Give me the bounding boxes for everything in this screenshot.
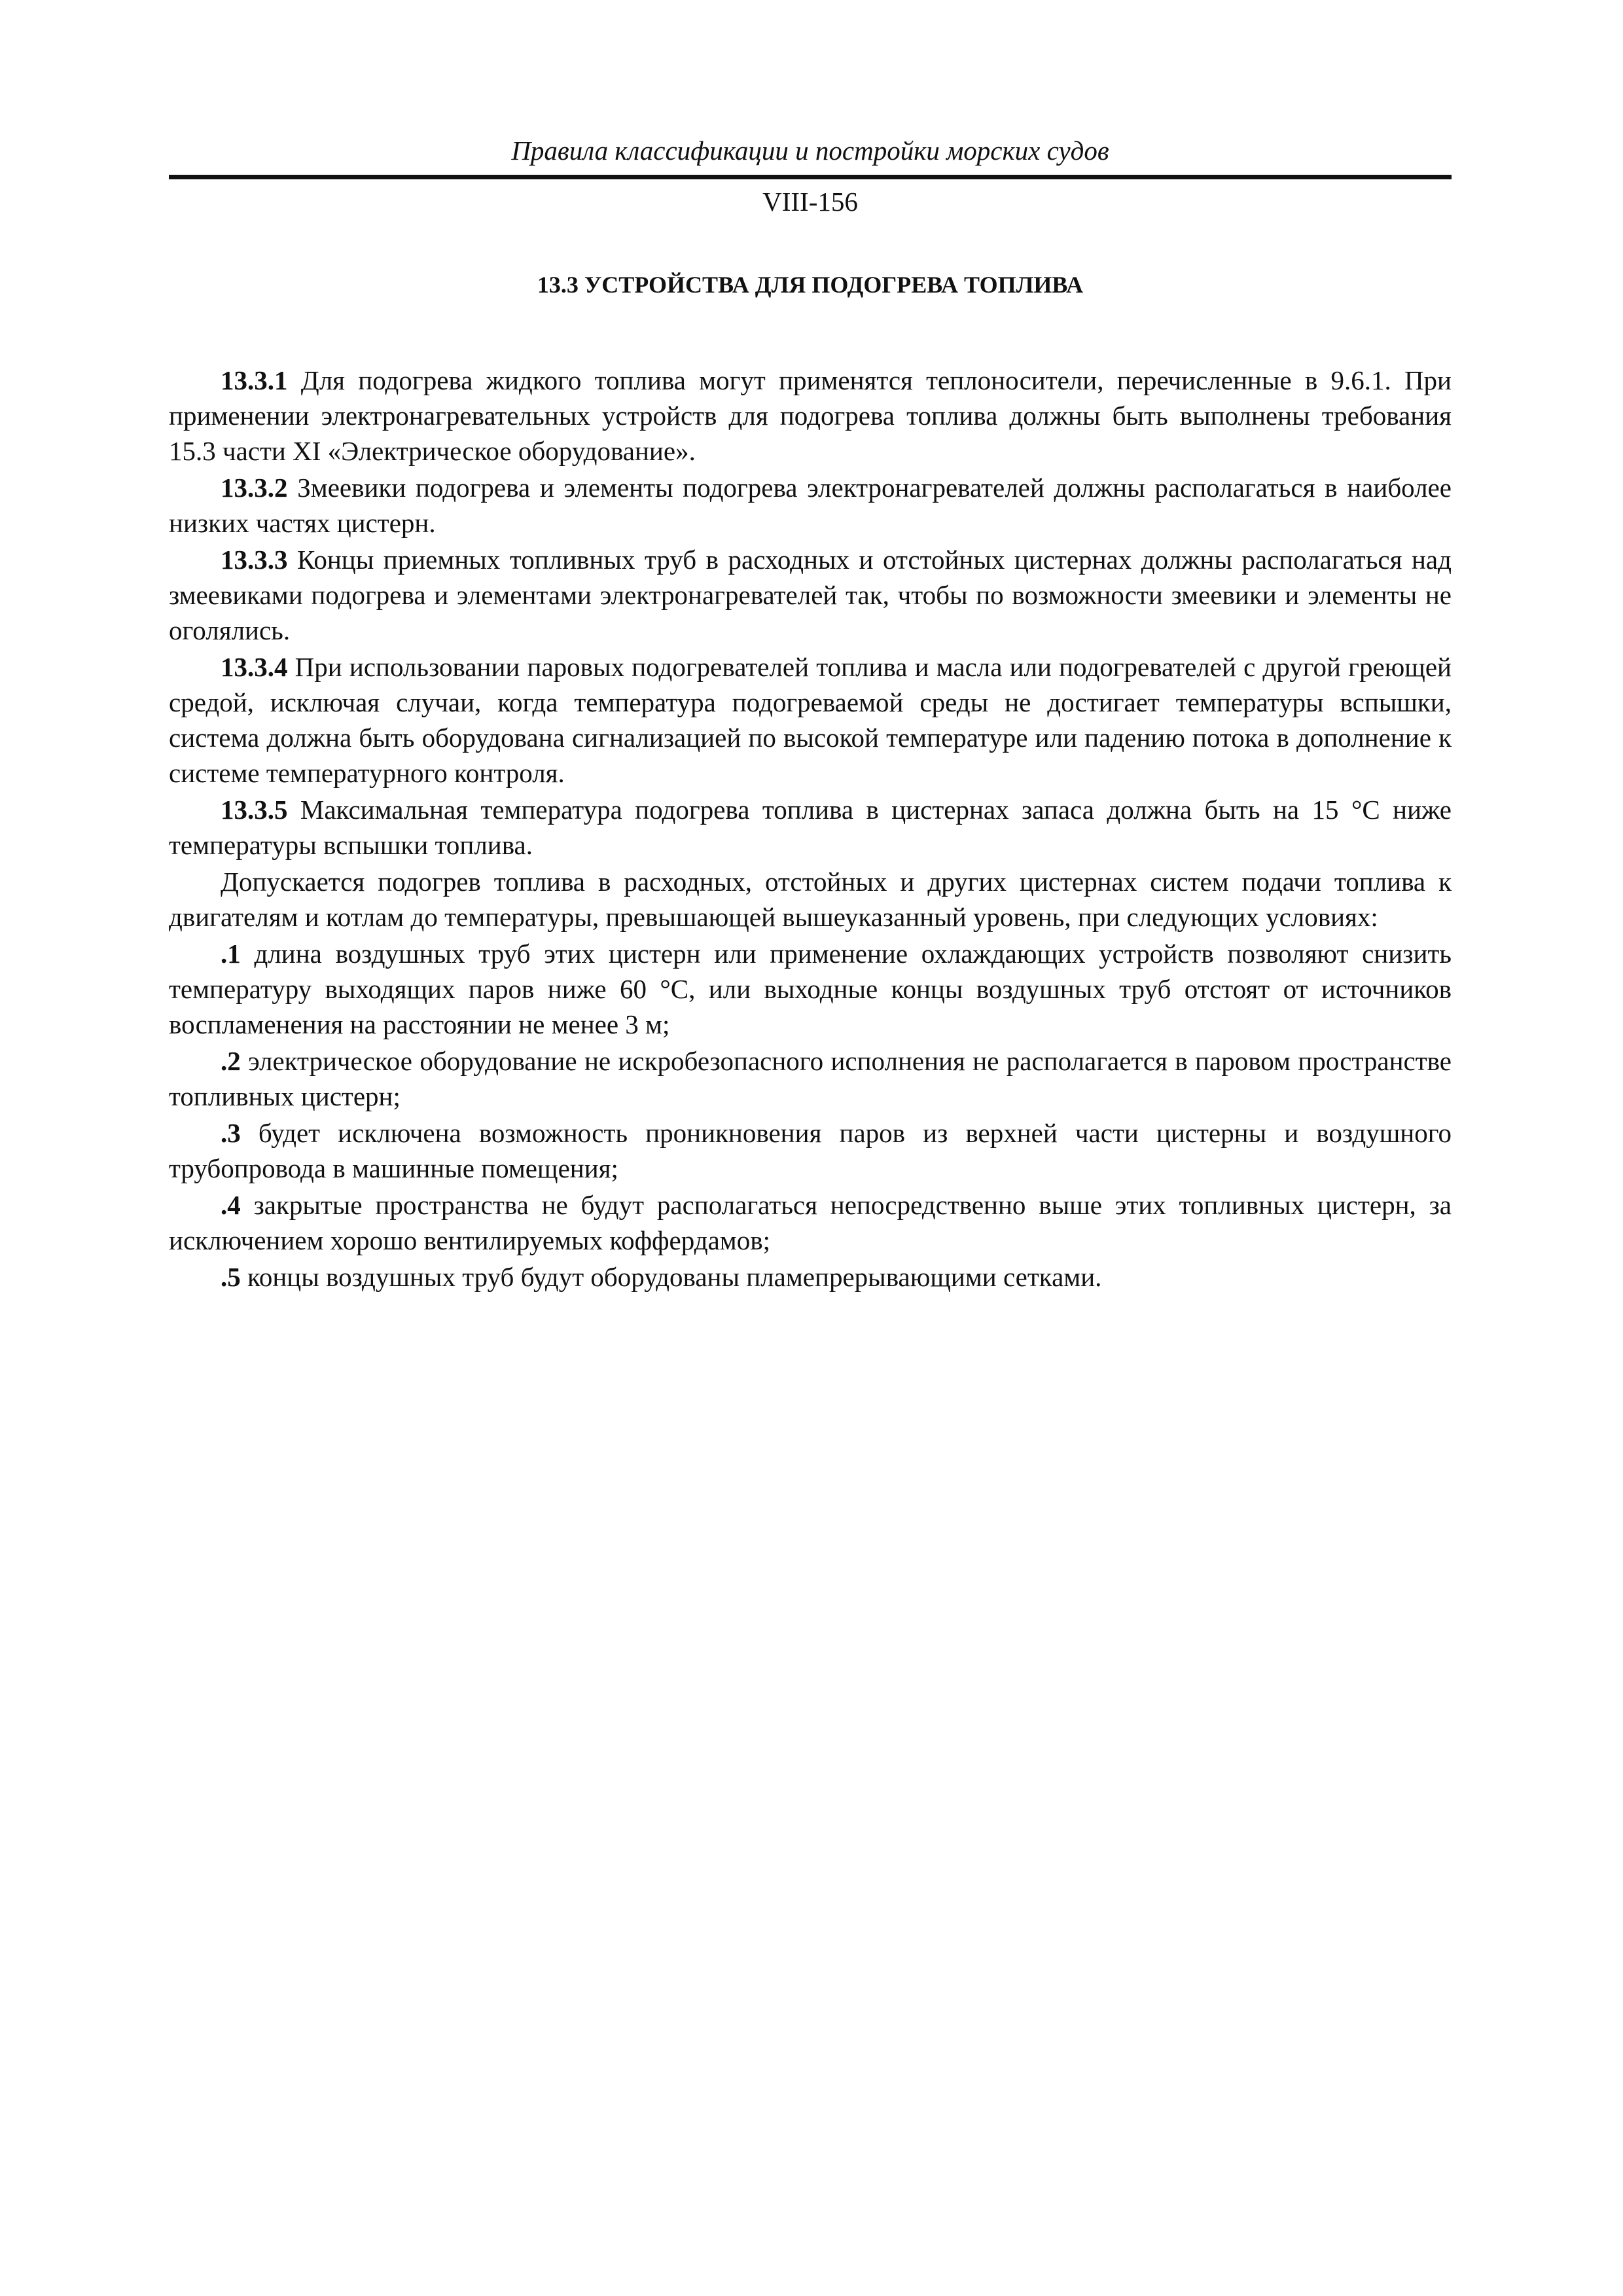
paragraph-text: Змеевики подогрева и элементы подогрева электронагревателей должны располагаться в наиболее низких частях цистерн. xyxy=(169,473,1452,538)
item-text: электрическое оборудование не искробезопасного исполнения не располагается в паровом пространстве топливных цистерн; xyxy=(169,1046,1452,1111)
list-item-5 xyxy=(169,1259,1452,1295)
paragraph-13-3-1 xyxy=(169,363,1452,469)
paragraph-text: Для подогрева жидкого топлива могут применятся теплоносители, перечисленные в 9.6.1. При применении электронагревательных устройств для подогрева топлива должны быть выполнены требования 15.3 части XI «Электрическое оборудование». xyxy=(169,365,1452,466)
list-item-1 xyxy=(169,936,1452,1042)
item-number: .3 xyxy=(221,1118,241,1148)
page-number: VIII-156 xyxy=(762,187,858,217)
paragraph-13-3-2 xyxy=(169,470,1452,541)
paragraph-conditions-intro xyxy=(169,864,1452,935)
clause-number: 13.3.2 xyxy=(221,473,288,503)
clause-number: 13.3.4 xyxy=(221,652,288,682)
paragraph-text: Допускается подогрев топлива в расходных, отстойных и других цистернах систем подачи топлива к двигателям и котлам до температуры, превышающей вышеуказанный уровень, при следующих условиях: xyxy=(169,867,1452,932)
item-number: .2 xyxy=(221,1046,241,1076)
running-header-title: Правила классификации и постройки морских судов xyxy=(511,135,1109,166)
paragraph-13-3-5 xyxy=(169,792,1452,863)
list-item-4 xyxy=(169,1187,1452,1258)
paragraph-13-3-4 xyxy=(169,649,1452,791)
item-text: будет исключена возможность проникновения паров из верхней части цистерны и воздушного трубопровода в машинные помещения; xyxy=(169,1118,1452,1183)
item-number: .1 xyxy=(221,939,241,969)
paragraph-13-3-3 xyxy=(169,542,1452,648)
item-text: длина воздушных труб этих цистерн или применение охлаждающих устройств позволяют снизить температуру выходящих паров ниже 60 °С, или выходные концы воздушных труб отстоят от источников воспламенения на расстоянии не менее 3 м; xyxy=(169,939,1452,1039)
clause-number: 13.3.1 xyxy=(221,365,288,395)
list-item-3 xyxy=(169,1115,1452,1186)
item-number: .5 xyxy=(221,1262,241,1292)
section-body xyxy=(169,363,1452,1296)
paragraph-text: Максимальная температура подогрева топлива в цистернах запаса должна быть на 15 °С ниже температуры вспышки топлива. xyxy=(169,795,1452,860)
clause-number: 13.3.3 xyxy=(221,545,288,575)
list-item-2 xyxy=(169,1043,1452,1114)
header-rule xyxy=(169,175,1452,179)
item-text: концы воздушных труб будут оборудованы пламепрерывающими сетками. xyxy=(240,1262,1102,1292)
paragraph-text: Концы приемных топливных труб в расходных и отстойных цистернах должны располагаться над змеевиками подогрева и элементами электронагревателей так, чтобы по возможности змеевики и элементы не оголялись. xyxy=(169,545,1452,645)
paragraph-text: При использовании паровых подогревателей топлива и масла или подогревателей с другой греющей средой, исключая случаи, когда температура подогреваемой среды не достигает температуры вспышки, система должна быть оборудована сигнализацией по высокой температуре или падению потока в дополнение к системе температурного контроля. xyxy=(169,652,1452,788)
item-number: .4 xyxy=(221,1190,241,1220)
section-title: 13.3 УСТРОЙСТВА ДЛЯ ПОДОГРЕВА ТОПЛИВА xyxy=(537,272,1084,298)
clause-number: 13.3.5 xyxy=(221,795,288,825)
item-text: закрытые пространства не будут располагаться непосредственно выше этих топливных цистерн, за исключением хорошо вентилируемых коффердамов; xyxy=(169,1190,1452,1255)
